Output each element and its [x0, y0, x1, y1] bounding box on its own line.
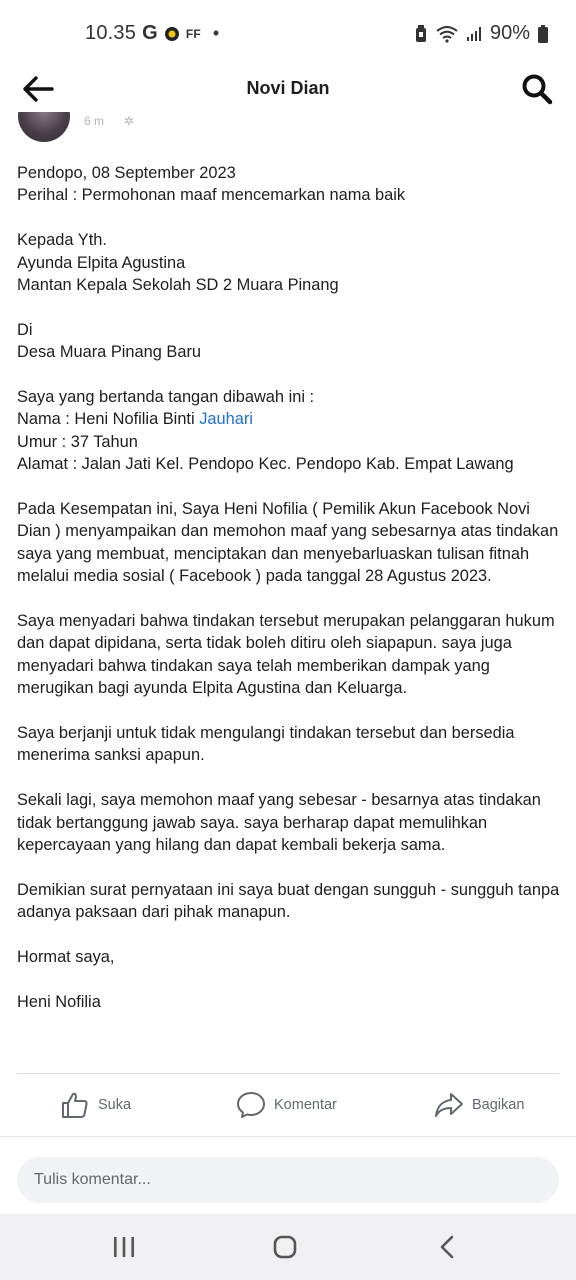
ff-label: FF — [185, 26, 201, 41]
share-icon — [434, 1090, 464, 1120]
status-bar — [0, 0, 576, 66]
name-link[interactable]: Jauhari — [199, 410, 253, 429]
share-button[interactable] — [434, 1090, 524, 1120]
comment-area — [0, 1136, 576, 1214]
letter-paragraph: Saya menyadari bahwa tindakan tersebut merupakan pelanggaran hukum dan dapat dipidana, serta tidak boleh ditiru oleh siapapun. saya juga menyadari bahwa tindakan saya telah memberikan dampak yang merugikan bagi ayunda Elpita Agustina dan Keluarga. — [17, 612, 555, 698]
app-header — [0, 66, 576, 112]
home-button[interactable] — [265, 1232, 305, 1262]
letter-place-date: Pendopo, 08 September 2023 — [17, 164, 236, 182]
letter-header — [17, 162, 562, 207]
letter-paragraph: Demikian surat pernyataan ini saya buat dengan sungguh - sungguh tanpa adanya paksaan dari pihak manapun. — [17, 880, 560, 922]
recipient-line: Kepada Yth. — [17, 231, 107, 250]
thumbs-up-icon — [60, 1090, 90, 1120]
wifi-icon — [436, 25, 458, 43]
app-notification-icon — [164, 26, 180, 42]
post-actions — [0, 1082, 576, 1128]
battery-icon — [538, 25, 548, 43]
system-nav-bar — [0, 1214, 576, 1280]
comment-button[interactable] — [236, 1090, 337, 1120]
letter-signature: Heni Nofilia — [17, 992, 101, 1011]
comment-label: Komentar — [274, 1097, 337, 1113]
like-label: Suka — [98, 1097, 132, 1113]
identity-address: Alamat : Jalan Jati Kel. Pendopo Kec. Pendopo Kab. Empat Lawang — [17, 455, 514, 474]
comment-input[interactable]: Tulis komentar... — [17, 1157, 559, 1203]
letter-paragraph: Saya berjanji untuk tidak mengulangi tindakan tersebut dan bersedia menerima sanksi apapun. — [17, 724, 515, 765]
like-button[interactable] — [60, 1090, 131, 1120]
identity-name: Nama : Heni Nofilia Binti — [17, 410, 200, 429]
home-icon[interactable] — [265, 1232, 305, 1262]
google-icon: G — [142, 22, 158, 44]
nav-back-button[interactable] — [428, 1232, 468, 1262]
recent-apps-button[interactable] — [104, 1232, 144, 1262]
location-line: Di — [17, 320, 33, 339]
alarm-icon — [414, 25, 428, 43]
recipient-line: Ayunda Elpita Agustina — [17, 253, 186, 272]
avatar[interactable] — [18, 112, 70, 142]
status-time: 10.35 — [85, 22, 137, 44]
battery-percent: 90% — [489, 22, 530, 44]
privacy-icon: ✲ — [124, 114, 135, 128]
post-body — [17, 162, 562, 1036]
back-icon[interactable] — [428, 1232, 468, 1262]
location-line: Desa Muara Pinang Baru — [17, 343, 202, 362]
recipient-line: Mantan Kepala Sekolah SD 2 Muara Pinang — [17, 276, 339, 295]
letter-location — [17, 319, 562, 364]
post-header-strip — [0, 112, 576, 142]
status-right — [414, 22, 548, 45]
signal-icon — [466, 26, 482, 42]
letter-paragraph: Pada Kesempatan ini, Saya Heni Nofilia ( Pemilik Akun Facebook Novi Dian ) menyampaikan dan memohon maaf yang sebesarnya atas tindakan saya yang membuat, menciptakan dan menyebarluaskan tulisan fitnah melalui media sosial ( Facebook ) pada tanggal 28 Agustus 2023. — [17, 500, 559, 586]
letter-closing: Hormat saya, — [17, 948, 115, 967]
search-icon[interactable] — [520, 72, 554, 106]
status-left — [85, 22, 219, 45]
letter-subject: Perihal : Permohonan maaf mencemarkan nama baik — [17, 186, 406, 205]
letter-paragraph: Sekali lagi, saya memohon maaf yang sebesar - besarnya atas tindakan tidak bertanggung jawab saya. saya berharap dapat memulihkan kepercayaan yang hilang dan dapat kembali bekerja sama. — [17, 791, 541, 855]
search-button[interactable] — [520, 72, 554, 106]
status-dot: • — [212, 23, 220, 43]
identity-line: Saya yang bertanda tangan dibawah ini : — [17, 388, 315, 407]
identity-age: Umur : 37 Tahun — [17, 432, 138, 451]
recent-apps-icon[interactable] — [104, 1232, 144, 1262]
letter-identity — [17, 386, 562, 476]
actions-divider — [17, 1073, 559, 1074]
comment-icon — [236, 1090, 266, 1120]
page-title: Novi Dian — [246, 78, 330, 98]
share-label: Bagikan — [472, 1097, 525, 1113]
post-time: 6 m — [84, 114, 105, 128]
letter-recipient — [17, 229, 562, 296]
